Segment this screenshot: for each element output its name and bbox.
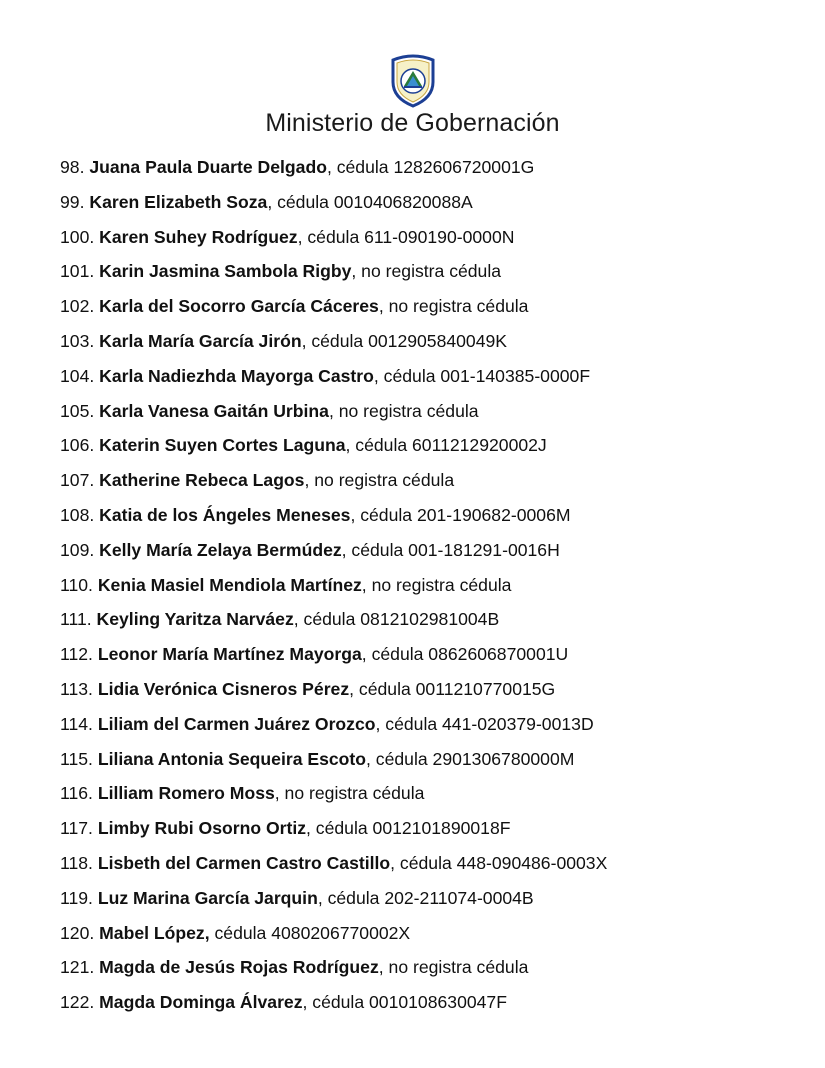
cedula-detail: , no registra cédula	[328, 400, 479, 421]
person-name: Magda de Jesús Rojas Rodríguez	[99, 957, 379, 978]
cedula-detail: , cédula 2901306780000M	[366, 748, 575, 769]
cedula-detail: cédula 4080206770002X	[209, 922, 411, 943]
item-number: 109.	[60, 539, 95, 560]
list-item	[60, 463, 800, 498]
cedula-detail: , cédula 0012905840049K	[301, 330, 508, 351]
person-name: Karla del Socorro García Cáceres	[99, 296, 379, 317]
cedula-detail: , no registra cédula	[378, 957, 529, 978]
item-number: 111.	[60, 609, 92, 630]
document-header	[0, 52, 825, 138]
cedula-detail: , cédula 201-190682-0006M	[350, 504, 571, 525]
cedula-detail: , cédula 0862606870001U	[361, 644, 569, 665]
item-number: 100.	[60, 226, 95, 247]
list-item	[60, 359, 800, 394]
list-item	[60, 533, 800, 568]
item-number: 98.	[60, 157, 85, 177]
item-number: 119.	[60, 887, 93, 908]
person-name: Liliam del Carmen Juárez Orozco	[97, 713, 376, 734]
list-item	[60, 776, 800, 811]
person-name: Karen Elizabeth Soza	[89, 191, 268, 212]
list-item	[60, 324, 800, 359]
list-item	[60, 916, 800, 951]
item-number: 117.	[60, 818, 93, 839]
ministry-title: Ministerio de Gobernación	[265, 109, 560, 137]
list-item	[60, 811, 800, 846]
person-name: Kelly María Zelaya Bermúdez	[99, 539, 342, 560]
cedula-detail: , cédula 001-140385-0000F	[373, 365, 591, 386]
list-item	[60, 846, 800, 881]
person-name: Limby Rubi Osorno Ortiz	[97, 818, 307, 839]
person-name: Magda Dominga Álvarez	[99, 992, 303, 1013]
person-name: Katia de los Ángeles Meneses	[99, 504, 351, 525]
cedula-detail: , cédula 1282606720001G	[326, 157, 535, 177]
list-item	[60, 707, 800, 742]
person-name: Karla Nadiezhda Mayorga Castro	[99, 365, 374, 386]
item-number: 101.	[60, 261, 95, 282]
item-number: 121.	[60, 957, 95, 978]
person-name: Katerin Suyen Cortes Laguna	[99, 435, 346, 456]
item-number: 108.	[60, 504, 95, 525]
list-item	[60, 742, 800, 777]
cedula-detail: , cédula 6011212920002J	[345, 435, 547, 456]
person-name: Lilliam Romero Moss	[97, 783, 275, 804]
cedula-detail: , cédula 0011210770015G	[349, 678, 556, 699]
list-item	[60, 602, 800, 637]
list-item	[60, 220, 800, 255]
item-number: 104.	[60, 365, 95, 386]
cedula-detail: , no registra cédula	[274, 783, 425, 804]
person-name: Karla Vanesa Gaitán Urbina	[99, 400, 329, 421]
person-name: Keyling Yaritza Narváez	[96, 609, 294, 630]
item-number: 103.	[60, 330, 95, 351]
person-name: Leonor María Martínez Mayorga	[97, 644, 362, 665]
person-name: Luz Marina García Jarquin	[97, 887, 318, 908]
cedula-detail: , no registra cédula	[361, 574, 512, 595]
item-number: 99.	[60, 191, 85, 212]
cedula-detail: , cédula 202-211074-0004B	[317, 887, 534, 908]
person-name: Karla María García Jirón	[99, 330, 302, 351]
cedula-detail: , no registra cédula	[304, 470, 455, 491]
cedula-detail: , cédula 0012101890018F	[306, 818, 511, 839]
person-name: Kenia Masiel Mendiola Martínez	[97, 574, 362, 595]
person-name: Karin Jasmina Sambola Rigby	[99, 261, 352, 282]
item-number: 118.	[60, 852, 93, 873]
person-name: Lisbeth del Carmen Castro Castillo	[97, 852, 391, 873]
person-name: Katherine Rebeca Lagos	[99, 470, 305, 491]
list-item	[60, 881, 800, 916]
cedula-detail: , cédula 0010406820088A	[267, 191, 473, 212]
list-item	[60, 150, 800, 185]
names-list	[60, 150, 800, 1020]
list-item	[60, 672, 800, 707]
item-number: 102.	[60, 296, 95, 317]
person-name: Lidia Verónica Cisneros Pérez	[97, 678, 350, 699]
list-item	[60, 985, 800, 1020]
item-number: 120.	[60, 922, 95, 943]
cedula-detail: , no registra cédula	[378, 296, 529, 317]
item-number: 115.	[60, 748, 93, 769]
ministry-seal-icon	[390, 52, 436, 108]
list-item	[60, 254, 800, 289]
cedula-detail: , cédula 441-020379-0013D	[375, 713, 594, 734]
list-item	[60, 950, 800, 985]
cedula-detail: , cédula 001-181291-0016H	[341, 539, 560, 560]
item-number: 114.	[60, 713, 93, 734]
list-item	[60, 637, 800, 672]
item-number: 116.	[60, 783, 93, 804]
list-item	[60, 394, 800, 429]
item-number: 106.	[60, 435, 95, 456]
person-name: Karen Suhey Rodríguez	[99, 226, 298, 247]
cedula-detail: , cédula 448-090486-0003X	[390, 852, 608, 873]
item-number: 110.	[60, 574, 93, 595]
cedula-detail: , cédula 0010108630047F	[302, 992, 507, 1013]
person-name: Mabel López,	[99, 922, 210, 943]
item-number: 112.	[60, 644, 93, 665]
list-item	[60, 568, 800, 603]
item-number: 113.	[60, 678, 93, 699]
cedula-detail: , no registra cédula	[351, 261, 502, 282]
cedula-detail: , cédula 611-090190-0000N	[297, 226, 515, 247]
person-name: Liliana Antonia Sequeira Escoto	[97, 748, 367, 769]
list-item	[60, 428, 800, 463]
item-number: 107.	[60, 470, 95, 491]
item-number: 105.	[60, 400, 95, 421]
list-item	[60, 289, 800, 324]
cedula-detail: , cédula 0812102981004B	[293, 609, 500, 630]
person-name: Juana Paula Duarte Delgado	[89, 157, 327, 177]
list-item	[60, 498, 800, 533]
list-item	[60, 185, 800, 220]
item-number: 122.	[60, 992, 95, 1013]
